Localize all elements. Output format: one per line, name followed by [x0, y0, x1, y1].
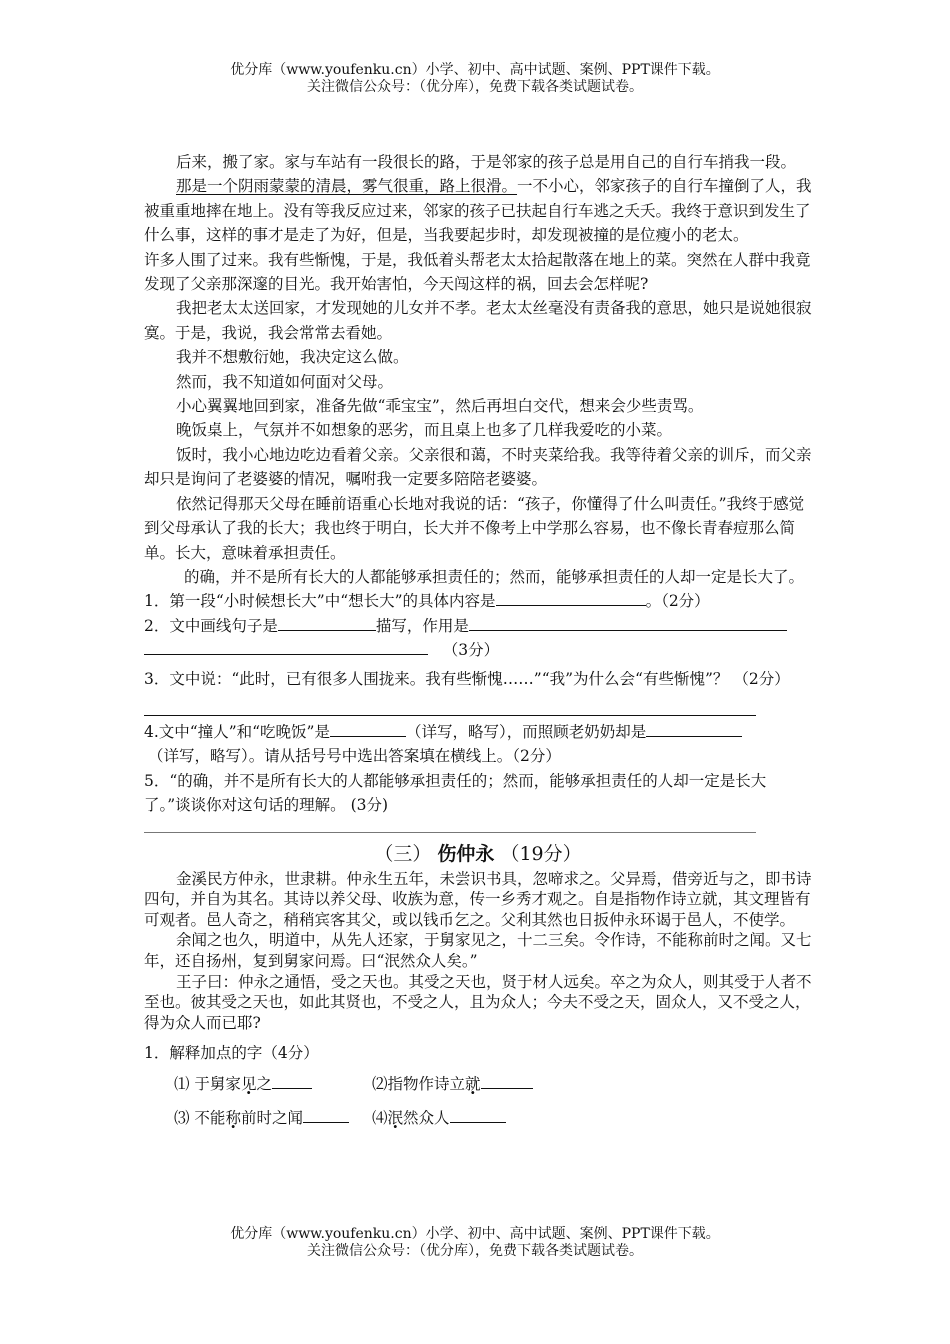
header-line-2: 关注微信公众号：（优分库），免费下载各类试题试卷。: [307, 79, 643, 95]
answer-line-q5[interactable]: [144, 832, 756, 833]
question-5: 5．“的确，并不是所有长大的人都能够承担责任的；然而，能够承担责任的人却一定是长大了。”谈谈你对这句话的理解。 (3分): [144, 771, 767, 815]
question-1: 1．第一段“小时候想长大”中“想长大”的具体内容是 。（2分）: [144, 592, 710, 611]
answer-blank-q4-a[interactable]: [330, 721, 406, 737]
page-header: [0, 62, 950, 96]
explain-row-2: [144, 1106, 812, 1134]
passage-paragraph-2: [144, 174, 812, 247]
passage-paragraph-6: 然而，我不知道如何面对父母。: [176, 372, 394, 391]
explain-item-3: ⑶ 不能称前时之闻: [174, 1106, 372, 1130]
explain-row-1: [144, 1072, 812, 1100]
header-line-1: 优分库（www.youfenku.cn）小学、初中、高中试题、案例、PPT课件下载。: [230, 62, 720, 78]
dotted-char: 就: [465, 1074, 481, 1093]
passage-paragraph-4: 我把老太太送回家，才发现她的儿女并不孝。老太太丝毫没有责备我的意思，她只是说她很寂寞。于是，我说，我会常常去看她。: [144, 299, 812, 342]
section-3-heading: 伤仲永: [437, 842, 495, 865]
answer-blank-q2-type[interactable]: [278, 615, 376, 631]
classical-text: [144, 869, 812, 1034]
classical-paragraph-2: 余闻之也久，明道中，从先人还家，于舅家见之，十二三矣。令作诗，不能称前时之闻。又七年，还自扬州，复到舅家问焉。曰“泯然众人矣。”: [144, 931, 812, 970]
answer-blank-explain-4[interactable]: [450, 1107, 506, 1123]
answer-line-q3[interactable]: [144, 691, 756, 716]
question-2: 2．文中画线句子是 描写，作用是: [144, 614, 812, 638]
answer-blank-explain-1[interactable]: [272, 1073, 312, 1089]
dotted-char: 见: [240, 1074, 257, 1093]
answer-blank-q4-b[interactable]: [646, 721, 742, 737]
passage-paragraph-11: 的确，并不是所有长大的人都能够承担责任的；然而，能够承担责任的人却一定是长大了。: [184, 567, 805, 586]
answer-blank-q2-effect[interactable]: [469, 615, 787, 631]
passage-paragraph-8: 晚饭桌上，气氛并不如想象的恶劣，而且桌上也多了几样我爱吃的小菜。: [176, 421, 673, 440]
explain-item-2: ⑵指物作诗立就: [372, 1072, 570, 1096]
footer-line-1: 优分库（www.youfenku.cn）小学、初中、高中试题、案例、PPT课件下载。: [230, 1226, 720, 1242]
question-3: 3．文中说：“此时，已有很多人围拢来。我有些惭愧……”“我”为什么会“有些惭愧”？ （2分）: [144, 669, 790, 688]
dotted-char: 泯: [387, 1108, 404, 1127]
underlined-sentence: 那是一个阴雨蒙蒙的清晨，雾气很重，路上很滑。: [176, 177, 518, 196]
classical-paragraph-3: 王子曰：仲永之通悟，受之天也。其受之天也，贤于材人远矣。卒之为众人，则其受于人者不至也。彼其受之天也，如此其贤也，不受之人，且为众人；今夫不受之天，固众人，又不受之人，得为众人而已耶?: [144, 972, 812, 1032]
classical-paragraph-1: 金溪民方仲永，世隶耕。仲永生五年，未尝识书具，忽啼求之。父异焉，借旁近与之，即书诗四句，并自为其名。其诗以养父母、收族为意，传一乡秀才观之。自是指物作诗立就，其文理皆有可观者。邑人奇之，稍稍宾客其父，或以钱币乞之。父利其然也日扳仲永环谒于邑人，不使学。: [144, 869, 812, 929]
explain-item-4: ⑷泯然众人: [372, 1106, 570, 1130]
answer-blank-explain-3[interactable]: [303, 1107, 349, 1123]
question-2-line-2: （3分）: [144, 638, 812, 662]
answer-blank-q1[interactable]: [496, 590, 646, 606]
page-footer: [0, 1226, 950, 1260]
passage-paragraph-10: 依然记得那天父母在睡前语重心长地对我说的话：“孩子，你懂得了什么叫责任。”我终于感觉到父母承认了我的长大；我也终于明白，长大并不像考上中学那么容易，也不像长青春痘那么简单。长大，意味着承担责任。: [144, 494, 805, 562]
passage-paragraph-3: 许多人围了过来。我有些惭愧，于是，我低着头帮老太太拾起散落在地上的菜。突然在人群中我竟发现了父亲那深邃的目光。我开始害怕，今天闯这样的祸，回去会怎样呢?: [144, 250, 811, 294]
footer-line-2: 关注微信公众号：（优分库），免费下载各类试题试卷。: [307, 1243, 643, 1259]
dotted-char: 称: [225, 1108, 241, 1127]
passage-paragraph-1: 后来，搬了家。家与车站有一段很长的路，于是邻家的孩子总是用自己的自行车捎我一段。: [176, 153, 797, 171]
main-content: [144, 150, 812, 1134]
paragraph-2-rest: 一不小心，邻家孩子的自行车撞倒了人，我被重重地摔在地上。没有等我反应过来，邻家的孩子已扶起自行车逃之夭夭。我终于意识到发生了什么事，这样的事才是走了为好，但是，当我要起步时，却发现被撞的是位瘦小的老太。: [144, 177, 812, 245]
question-4-line-2: （详写，略写）。请从括号号中选出答案填在横线上。（2分）: [148, 747, 561, 766]
answer-blank-q2-effect-cont[interactable]: [144, 639, 428, 655]
question-4: 4.文中“撞人”和“吃晚饭”是 （详写，略写），而照顾老奶奶却是: [144, 720, 812, 744]
section-3-title: （三） 伤仲永 （19分）: [374, 842, 582, 865]
passage-paragraph-5: 我并不想敷衍她，我决定这么做。: [176, 348, 409, 367]
passage-paragraph-9: 饭时，我小心地边吃边看着父亲。父亲很和蔼，不时夹菜给我。我等待着父亲的训斥，而父亲却只是询问了老婆婆的情况，嘱咐我一定要多陪陪老婆婆。: [144, 445, 812, 489]
passage-paragraph-7: 小心翼翼地回到家，准备先做“乖宝宝”，然后再坦白交代，想来会少些责骂。: [176, 397, 704, 416]
explain-item-1: ⑴ 于舅家见之: [174, 1072, 372, 1096]
section-3-question-1: 1．解释加点的字（4分）: [144, 1044, 319, 1063]
answer-blank-explain-2[interactable]: [481, 1073, 533, 1089]
